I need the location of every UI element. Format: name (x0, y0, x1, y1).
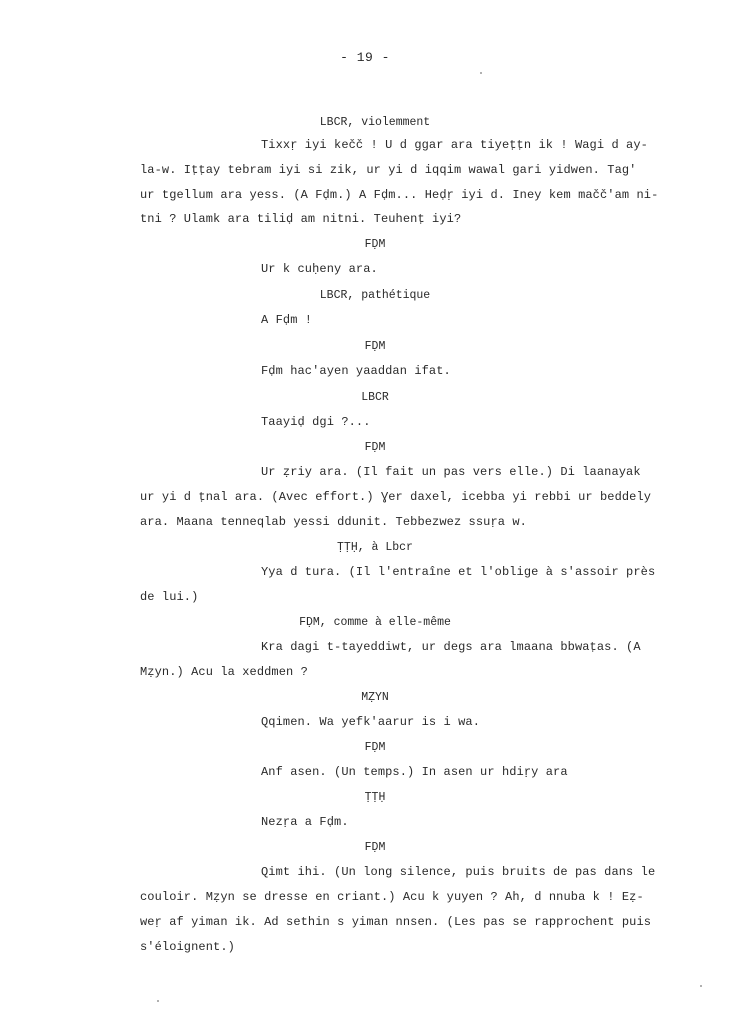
dialogue-line: Anf asen. (Un temps.) In asen ur hdiṛy ara (261, 765, 568, 779)
dialogue-line: tni ? Ulamk ara tiliḍ am nitni. Teuhenṭ iyi? (140, 212, 462, 226)
dialogue-line: ur yi d ṭnal ara. (Avec effort.) Ɣer daxel, icebba yi rebbi ur beddely (140, 490, 652, 504)
dialogue-line: la-w. Iṭṭay tebram iyi si zik, ur yi d iqqim wawal gari yidwen. Tag' (140, 163, 637, 177)
speaker-cue: FḌM, comme à elle-même (299, 616, 451, 629)
speaker-cue: FḌM (364, 340, 386, 353)
speaker-cue: LBCR (361, 391, 389, 404)
dialogue-line: Fḍm hac'ayen yaaddan ifat. (261, 364, 451, 378)
speaker-cue: FḌM (364, 741, 386, 754)
page-number: - 19 - (340, 50, 390, 65)
speaker-cue: MẒYN (361, 691, 389, 704)
speaker-cue: FḌM (364, 441, 386, 454)
speaker-cue: LBCR, violemment (319, 116, 431, 129)
dialogue-line: Taayiḍ dgi ?... (261, 415, 371, 429)
speaker-cue: LBCR, pathétique (319, 289, 431, 302)
scan-speck (480, 72, 482, 74)
dialogue-line: ur tgellum ara yess. (A Fḍm.) A Fḍm... Heḍṛ iyi d. Iney kem mačč'am ni- (140, 188, 659, 202)
speaker-cue: FḌM (364, 238, 386, 251)
dialogue-line: Ur k cuḥeny ara. (261, 262, 378, 276)
dialogue-line: s'éloignent.) (140, 940, 235, 954)
dialogue-line: weṛ af yiman ik. Ad sethin s yiman nnsen. (Les pas se rapprochent puis (140, 915, 652, 929)
dialogue-line: Ur ẓriy ara. (Il fait un pas vers elle.) Di laanayak (261, 465, 641, 479)
scan-speck (700, 985, 702, 987)
dialogue-line: Mẓyn.) Acu la xeddmen ? (140, 665, 308, 679)
dialogue-line: Yya d tura. (Il l'entraîne et l'oblige à s'assoir près (261, 565, 656, 579)
dialogue-line: Kra dagi t-tayeddiwt, ur degs ara lmaana bbwaṭas. (A (261, 640, 641, 654)
dialogue-line: Tixxṛ iyi kečč ! U d ggar ara tiyeṭṭn ik ! Wagi d ay- (261, 138, 648, 152)
dialogue-line: ara. Maana tenneqlab yessi ddunit. Tebbezwez ssuṛa w. (140, 515, 527, 529)
dialogue-line: Qqimen. Wa yefk'aarur is i wa. (261, 715, 481, 729)
dialogue-line: Qimt ihi. (Un long silence, puis bruits de pas dans le (261, 865, 656, 879)
speaker-cue: ṬṬḤ (364, 791, 386, 804)
dialogue-line: A Fḍm ! (261, 313, 313, 327)
speaker-cue: ṬṬḤ, à Lbcr (337, 541, 413, 554)
scan-speck (157, 1000, 159, 1002)
dialogue-line: couloir. Mẓyn se dresse en criant.) Acu k yuyen ? Ah, d nnuba k ! Eẓ- (140, 890, 644, 904)
dialogue-line: de lui.) (140, 590, 199, 604)
dialogue-line: Nezṛa a Fḍm. (261, 815, 349, 829)
speaker-cue: FḌM (364, 841, 386, 854)
